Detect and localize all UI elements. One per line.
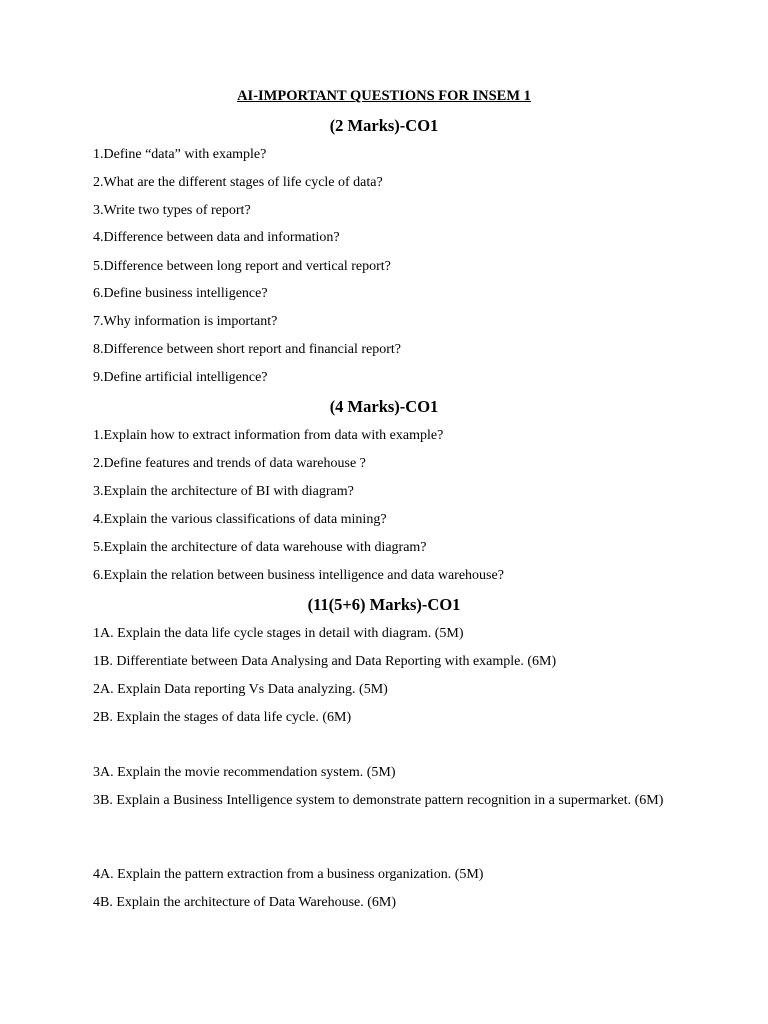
question-item: 1.Explain how to extract information from data with example? bbox=[93, 428, 444, 443]
question-item: 3B. Explain a Business Intelligence system to demonstrate pattern recognition in a supermarket. (6M) bbox=[93, 793, 664, 808]
question-item: 3.Explain the architecture of BI with diagram? bbox=[93, 484, 354, 499]
question-item: 5.Explain the architecture of data warehouse with diagram? bbox=[93, 540, 427, 555]
question-item: 6.Explain the relation between business intelligence and data warehouse? bbox=[93, 568, 504, 583]
question-item: 2.Define features and trends of data warehouse ? bbox=[93, 456, 366, 471]
question-item: 2B. Explain the stages of data life cycle. (6M) bbox=[93, 710, 352, 725]
section-heading-11-marks: (11(5+6) Marks)-CO1 bbox=[307, 595, 461, 614]
question-item: 4A. Explain the pattern extraction from a business organization. (5M) bbox=[93, 867, 484, 882]
section-heading-4-marks: (4 Marks)-CO1 bbox=[329, 397, 439, 416]
document-title: AI-IMPORTANT QUESTIONS FOR INSEM 1 bbox=[237, 88, 531, 104]
section-heading-2-marks: (2 Marks)-CO1 bbox=[329, 116, 439, 135]
question-item: 1B. Differentiate between Data Analysing and Data Reporting with example. (6M) bbox=[93, 654, 557, 669]
question-item: 7.Why information is important? bbox=[93, 314, 278, 329]
question-item: 8.Difference between short report and financial report? bbox=[93, 342, 401, 357]
question-item: 4.Difference between data and information? bbox=[93, 230, 340, 245]
question-item: 9.Define artificial intelligence? bbox=[93, 370, 268, 385]
question-item: 1A. Explain the data life cycle stages in detail with diagram. (5M) bbox=[93, 626, 464, 641]
question-item: 3A. Explain the movie recommendation system. (5M) bbox=[93, 765, 396, 780]
question-item: 2A. Explain Data reporting Vs Data analyzing. (5M) bbox=[93, 682, 388, 697]
question-item: 4B. Explain the architecture of Data Warehouse. (6M) bbox=[93, 895, 397, 910]
question-item: 4.Explain the various classifications of data mining? bbox=[93, 512, 387, 527]
question-item: 1.Define “data” with example? bbox=[93, 147, 267, 162]
question-item: 2.What are the different stages of life cycle of data? bbox=[93, 175, 383, 190]
question-item: 6.Define business intelligence? bbox=[93, 286, 268, 301]
question-item: 5.Difference between long report and vertical report? bbox=[93, 259, 391, 274]
question-item: 3.Write two types of report? bbox=[93, 203, 251, 218]
